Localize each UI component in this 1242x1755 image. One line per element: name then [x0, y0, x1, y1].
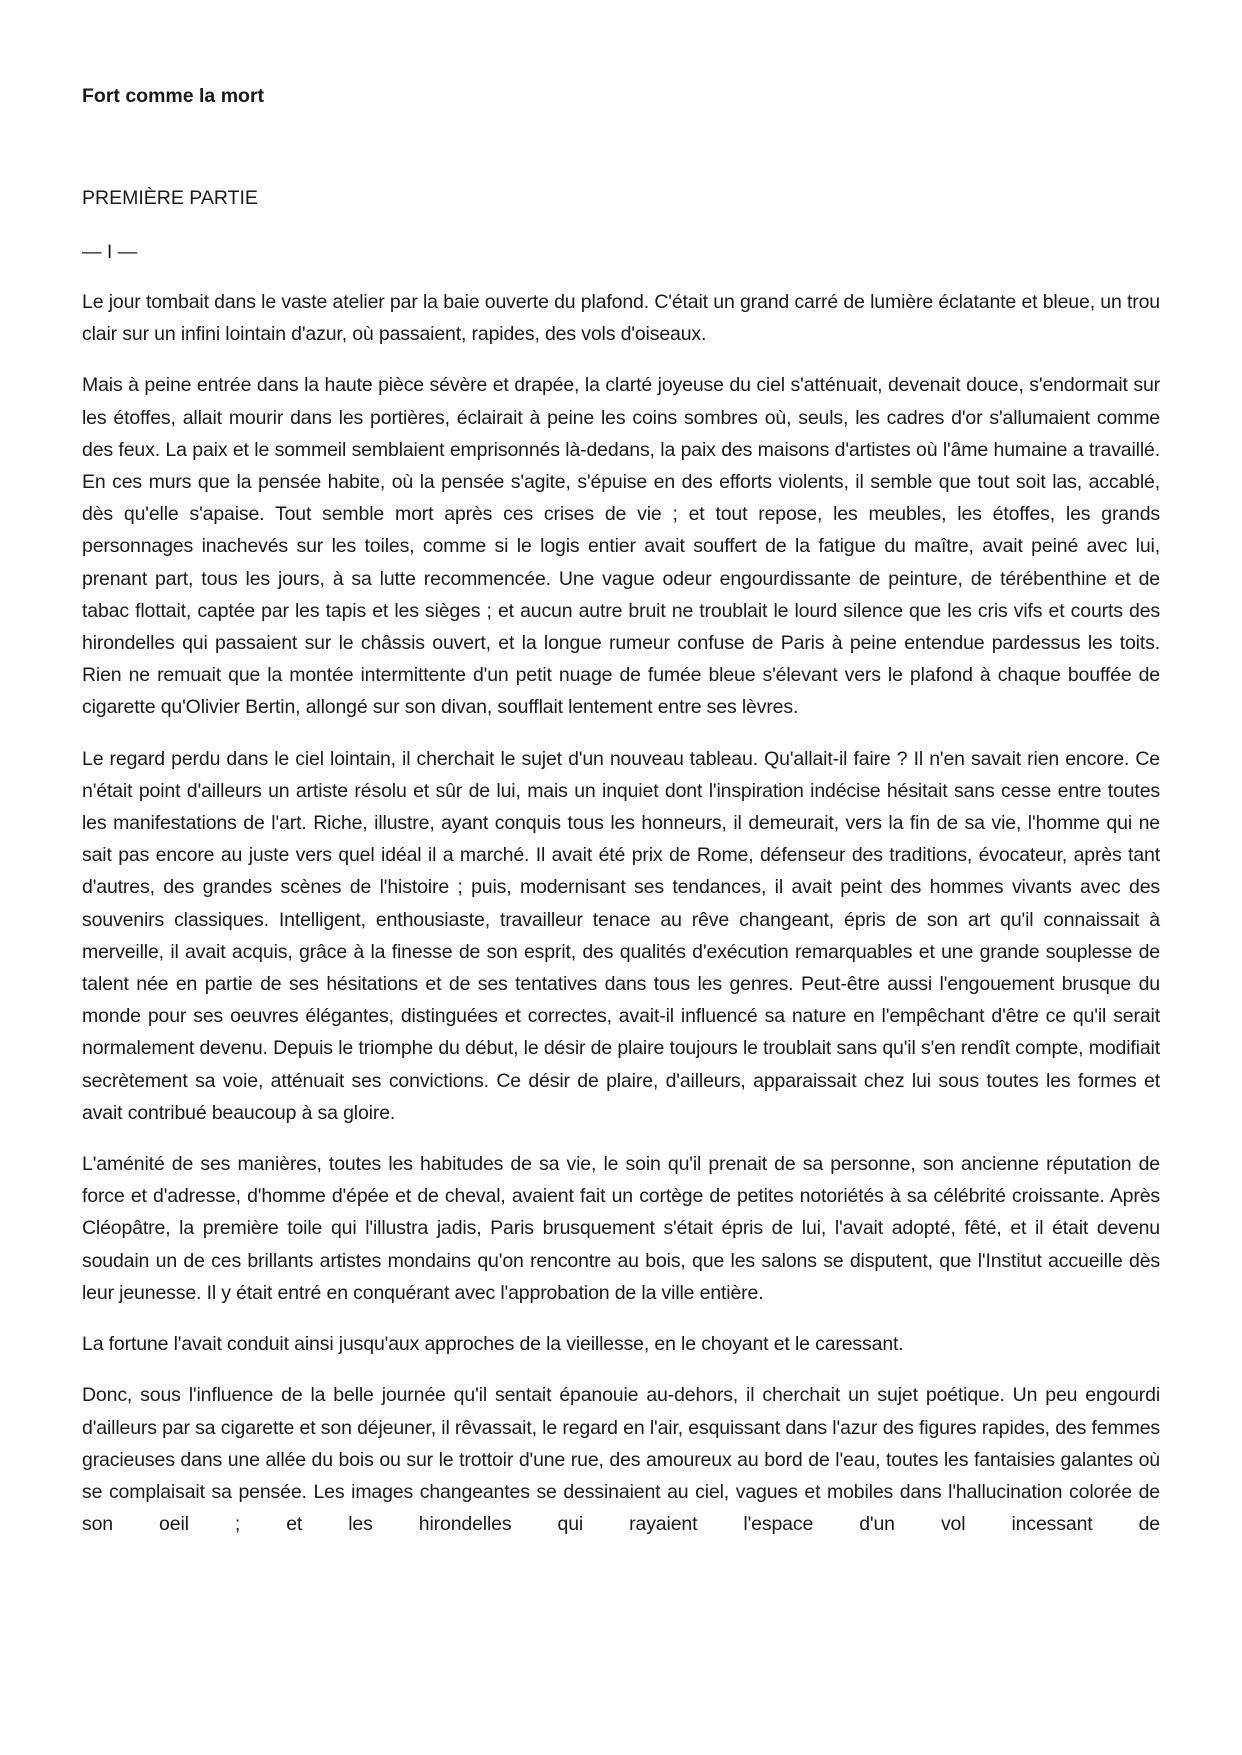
paragraph: Mais à peine entrée dans la haute pièce sévère et drapée, la clarté joyeuse du ciel s'atténuait, devenait douce, s'endormait sur les étoffes, allait mourir dans les portières, éclairait à peine les coins sombres où, seuls, les cadres d'or s'allumaient comme des feux. La paix et le sommeil semblaient emprisonnés là-dedans, la paix des maisons d'artistes où l'âme humaine a travaillé. En ces murs que la pensée habite, où la pensée s'agite, s'épuise en des efforts violents, il semble que tout soit las, accablé, dès qu'elle s'apaise. Tout semble mort après ces crises de vie ; et tout repose, les meubles, les étoffes, les grands personnages inachevés sur les toiles, comme si le logis entier avait souffert de la fatigue du maître, avait peiné avec lui, prenant part, tous les jours, à sa lutte recommencée. Une vague odeur engourdissante de peinture, de térébenthine et de tabac flottait, captée par les tapis et les sièges ; et aucun autre bruit ne troublait le lourd silence que les cris vifs et courts des hirondelles qui passaient sur le châssis ouvert, et la longue rumeur confuse de Paris à peine entendue pardessus les toits. Rien ne remuait que la montée intermittente d'un petit nuage de fumée bleue s'élevant vers le plafond à chaque bouffée de cigarette qu'Olivier Bertin, allongé sur son divan, soufflait lentement entre ses lèvres. — [82, 374, 1160, 719]
body-text — [82, 286, 1160, 1559]
part-heading: PREMIÈRE PARTIE — [82, 187, 258, 209]
paragraph: Le regard perdu dans le ciel lointain, il cherchait le sujet d'un nouveau tableau. Qu'allait-il faire ? Il n'en savait rien encore. Ce n'était point d'ailleurs un artiste résolu et sûr de lui, mais un inquiet dont l'inspiration indécise hésitait sans cesse entre toutes les manifestations de l'art. Riche, illustre, ayant conquis tous les honneurs, il demeurait, vers la fin de sa vie, l'homme qui ne sait pas encore au juste vers quel idéal il a marché. Il avait été prix de Rome, défenseur des traditions, évocateur, après tant d'autres, des grandes scènes de l'histoire ; puis, modernisant ses tendances, il avait peint des hommes vivants avec des souvenirs classiques. Intelligent, enthousiaste, travailleur tenace au rêve changeant, épris de son art qu'il connaissait à merveille, il avait acquis, grâce à la finesse de son esprit, des qualités d'exécution remarquables et une grande souplesse de talent née en partie de ses hésitations et de ses tentatives dans tous les genres. Peut-être aussi l'engouement brusque du monde pour ses oeuvres élégantes, distinguées et correctes, avait-il influencé sa nature en l'empêchant d'être ce qu'il serait normalement devenu. Depuis le triomphe du début, le désir de plaire toujours le troublait sans qu'il s'en rendît compte, modifiait secrètement sa voie, atténuait ses convictions. Ce désir de plaire, d'ailleurs, apparaissait chez lui sous toutes les formes et avait contribué beaucoup à sa gloire. — [82, 747, 1160, 1124]
chapter-heading: — I — — [82, 241, 138, 263]
paragraph: Le jour tombait dans le vaste atelier par la baie ouverte du plafond. C'était un grand carré de lumière éclatante et bleue, un trou clair sur un infini lointain d'azur, où passaient, rapides, des vols d'oiseaux. — [82, 291, 1160, 346]
paragraph: La fortune l'avait conduit ainsi jusqu'aux approches de la vieillesse, en le choyant et le caressant. — [82, 1333, 904, 1356]
paragraph: Donc, sous l'influence de la belle journée qu'il sentait épanouie au-dehors, il cherchait un sujet poétique. Un peu engourdi d'ailleurs par sa cigarette et son déjeuner, il rêvassait, le regard en l'air, esquissant dans l'azur des figures rapides, des femmes gracieuses dans une allée du bois ou sur le trottoir d'une rue, des amoureux au bord de l'eau, toutes les fantaisies galantes où se complaisait sa pensée. Les images changeantes se dessinaient au ciel, vagues et mobiles dans l'hallucination colorée de son oeil ; et les hirondelles qui rayaient l'espace d'un vol incessant de — [82, 1384, 1160, 1536]
document-title: Fort comme la mort — [82, 85, 265, 107]
paragraph: L'aménité de ses manières, toutes les habitudes de sa vie, le soin qu'il prenait de sa personne, son ancienne réputation de force et d'adresse, d'homme d'épée et de cheval, avaient fait un cortège de petites notoriétés à sa célébrité croissante. Après Cléopâtre, la première toile qui l'illustra jadis, Paris brusquement s'était épris de lui, l'avait adopté, fêté, et il était devenu soudain un de ces brillants artistes mondains qu'on rencontre au bois, que les salons se disputent, que l'Institut accueille dès leur jeunesse. Il y était entré en conquérant avec l'approbation de la ville entière. — [82, 1153, 1160, 1304]
document-page — [82, 0, 1160, 1755]
